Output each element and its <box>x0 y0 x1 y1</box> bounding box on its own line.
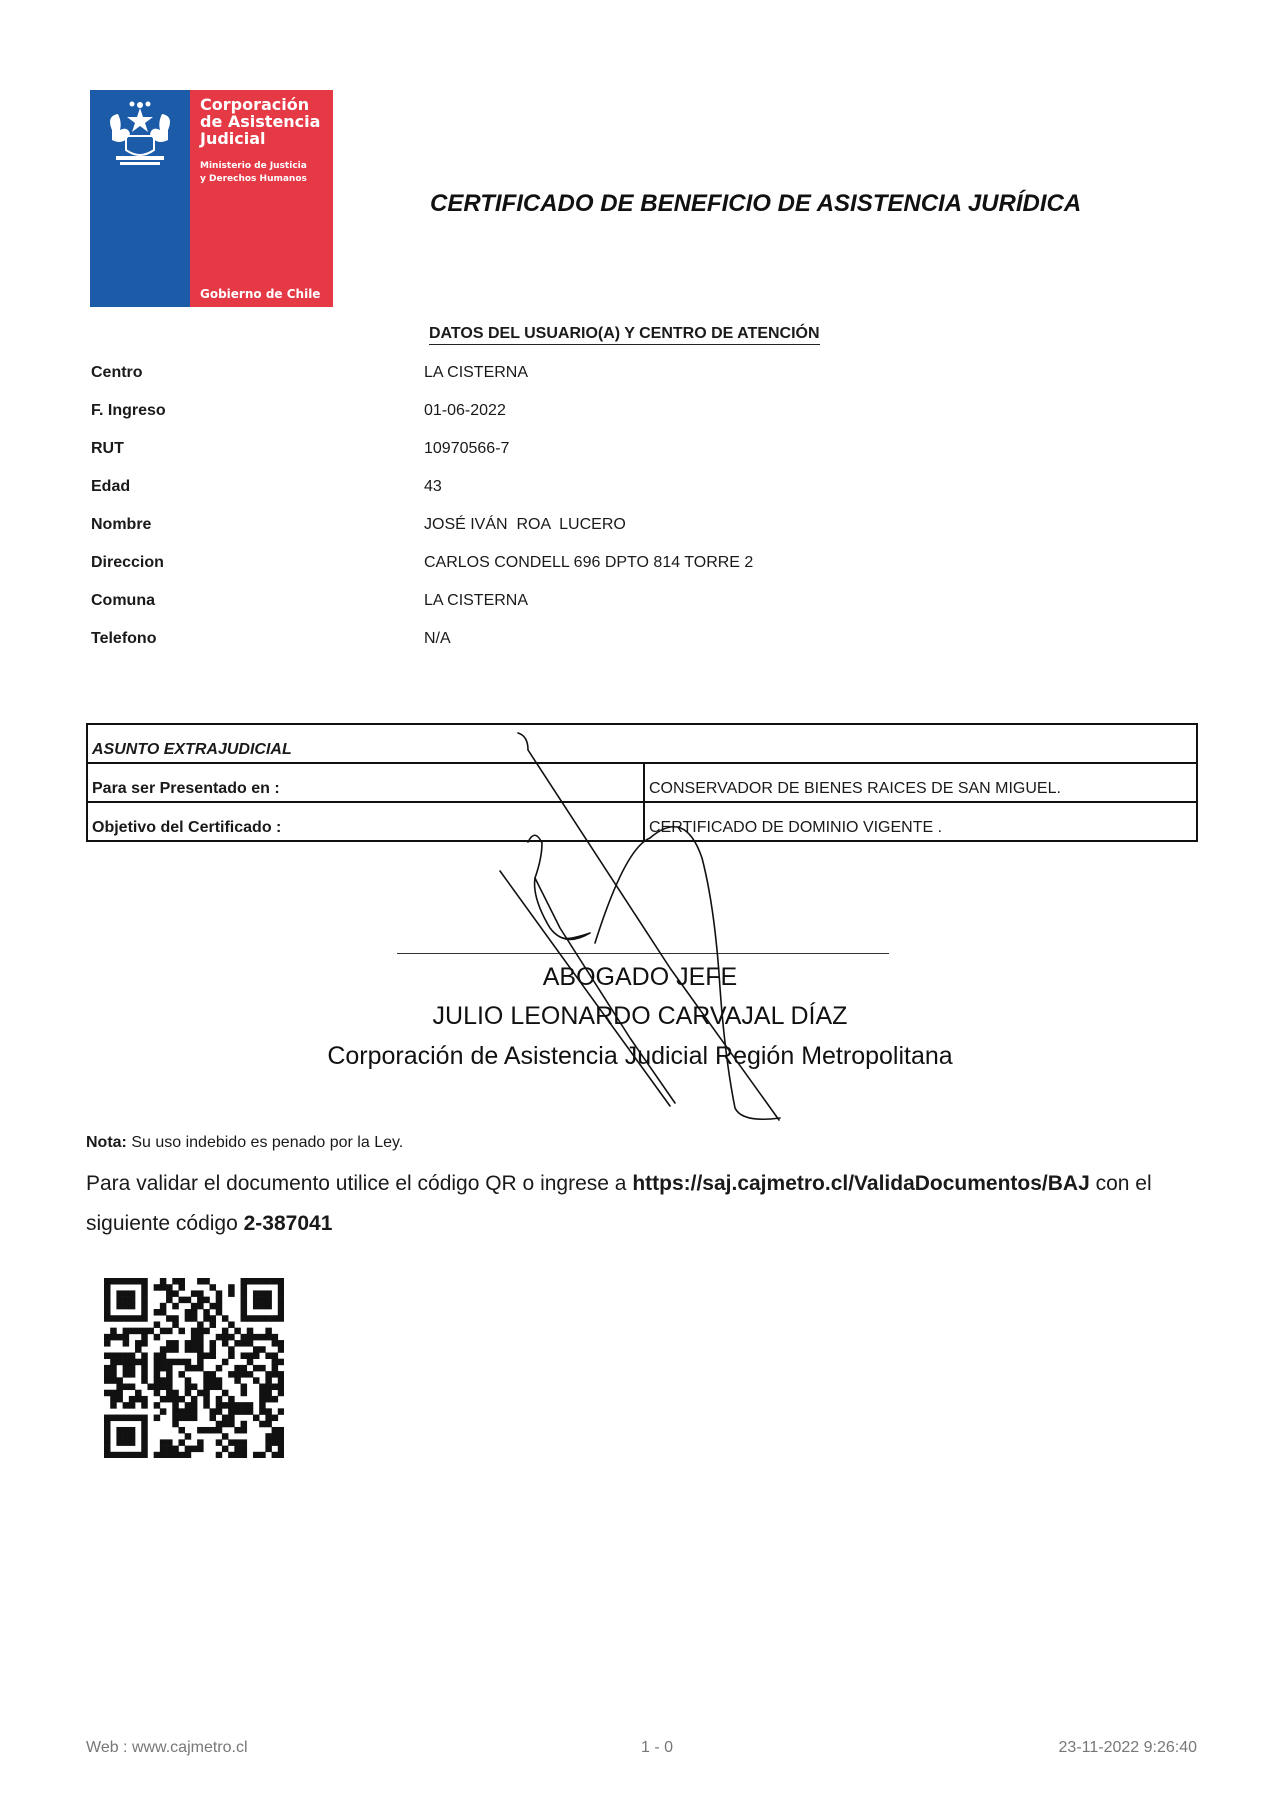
field-label-nombre: Nombre <box>91 516 152 533</box>
logo-blue-panel <box>90 90 190 307</box>
field-label-telefono: Telefono <box>91 630 157 647</box>
field-value-nombre: JOSÉ IVÁN ROA LUCERO <box>424 516 626 533</box>
field-value-direccion: CARLOS CONDELL 696 DPTO 814 TORRE 2 <box>424 554 754 571</box>
validation-prefix: Para validar el documento utilice el código QR o ingrese a <box>86 1172 633 1195</box>
validation-middle: con el siguiente código <box>86 1172 1152 1235</box>
matter-objective-value: CERTIFICADO DE DOMINIO VIGENTE . <box>644 802 1197 841</box>
footer-timestamp: 23-11-2022 9:26:40 <box>1058 1739 1197 1756</box>
field-value-edad: 43 <box>424 478 442 495</box>
field-label-rut: RUT <box>91 440 124 457</box>
note-label: Nota: <box>86 1134 127 1151</box>
section-title: DATOS DEL USUARIO(A) Y CENTRO DE ATENCIÓN <box>429 325 820 345</box>
handwritten-signature <box>480 728 800 1128</box>
field-label-direccion: Direccion <box>91 554 164 571</box>
field-label-edad: Edad <box>91 478 131 495</box>
logo-government-text: Gobierno de Chile <box>200 287 321 301</box>
signature-name: JULIO LEONARDO CARVAJAL DÍAZ <box>432 1002 848 1030</box>
matter-objective-label: Objetivo del Certificado : <box>87 802 644 841</box>
chile-crest-icon <box>98 100 182 170</box>
logo-organization-text: Corporación de Asistencia Judicial <box>200 95 321 148</box>
field-value-rut: 10970566-7 <box>424 440 510 457</box>
logo-red-panel <box>190 90 333 307</box>
qr-code-icon[interactable] <box>104 1278 284 1458</box>
field-label-comuna: Comuna <box>91 592 155 609</box>
footer-web: Web : www.cajmetro.cl <box>86 1739 248 1756</box>
signature-role: ABOGADO JEFE <box>542 963 738 991</box>
field-label-centro: Centro <box>91 364 143 381</box>
field-value-telefono: N/A <box>424 630 451 647</box>
matter-presented-value: CONSERVADOR DE BIENES RAICES DE SAN MIGUEL. <box>644 763 1197 802</box>
matter-presented-label: Para ser Presentado en : <box>87 763 644 802</box>
note <box>86 1134 403 1152</box>
validation-text <box>86 1164 1206 1244</box>
footer-page-number: 1 - 0 <box>641 1739 674 1756</box>
institution-logo <box>90 90 333 307</box>
signature-organization: Corporación de Asistencia Judicial Región Metropolitana <box>327 1042 953 1070</box>
field-label-fecha-ingreso: F. Ingreso <box>91 402 166 419</box>
field-value-fecha-ingreso: 01-06-2022 <box>424 402 506 419</box>
logo-ministry-text: Ministerio de Justicia y Derechos Humanos <box>200 161 307 184</box>
document-title: CERTIFICADO DE BENEFICIO DE ASISTENCIA JURÍDICA <box>430 190 1082 217</box>
field-value-centro: LA CISTERNA <box>424 364 529 381</box>
note-text: Su uso indebido es penado por la Ley. <box>131 1134 404 1151</box>
field-value-comuna: LA CISTERNA <box>424 592 529 609</box>
validation-url-link[interactable]: https://saj.cajmetro.cl/ValidaDocumentos/BAJ <box>632 1172 1090 1195</box>
validation-code: 2-387041 <box>243 1212 333 1235</box>
matter-heading: ASUNTO EXTRAJUDICIAL <box>87 724 1197 763</box>
